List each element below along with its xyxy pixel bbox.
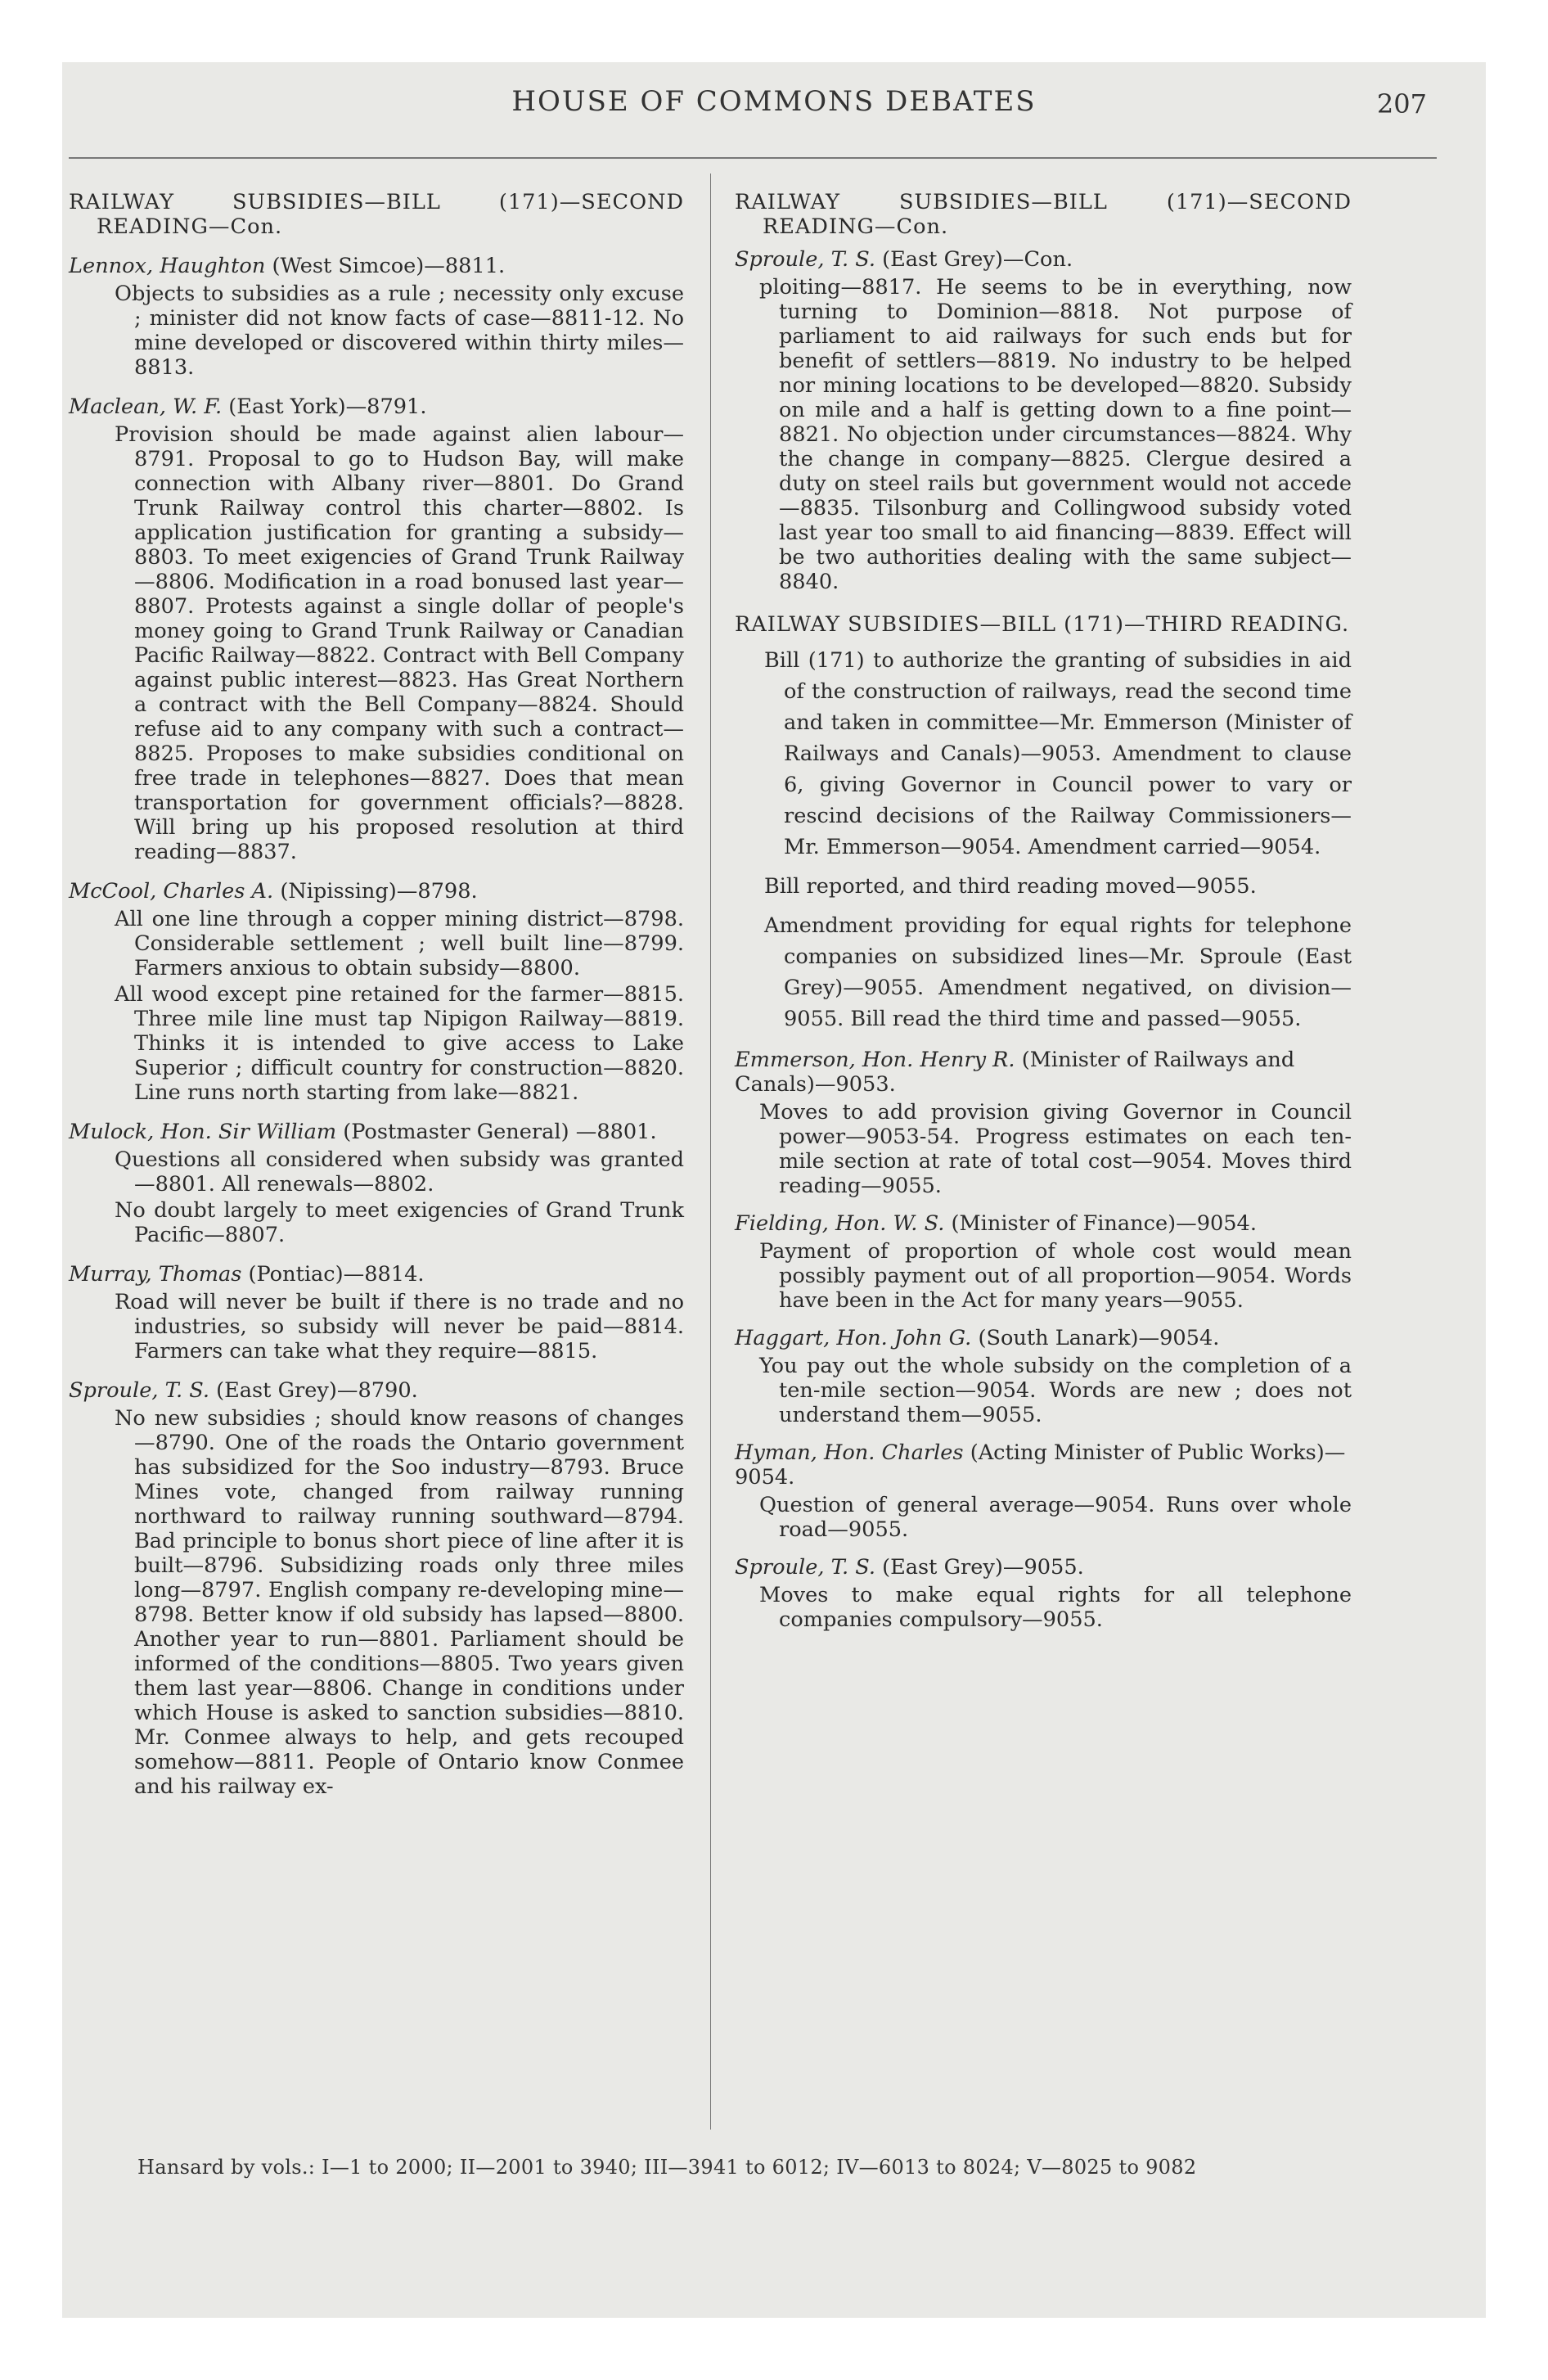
speaker-line [69,1262,684,1287]
speaker-line [735,1048,1352,1097]
speaker-name: Sproule, T. S. [735,247,875,272]
bill-paragraph: Amendment providing for equal rights for telephone companies on subsidized lines—Mr. Sproule (East Grey)—9055. Amendment negatived, on division—9055. Bill read the third time and passed—9055. [764,913,1352,1031]
section-heading: RAILWAY SUBSIDIES—BILL (171)—SECOND READING—Con. [69,190,684,239]
entry-text: Question of general average—9054. Runs over whole road—9055. [759,1493,1352,1542]
header-rule [69,157,1437,159]
speaker-line [735,1440,1352,1490]
entry-text: Provision should be made against alien labour—8791. Proposal to go to Hudson Bay, will make connection with Albany river—8801. Do Grand Trunk Railway control this charter—8802. Is application justification for granting a subsidy—8803. To meet exigencies of Grand Trunk Railway—8806. Modification in a road bonused last year—8807. Protests against a single dollar of people's money going to Grand Trunk Railway or Canadian Pacific Railway—8822. Contract with Bell Company against public interest—8823. Has Great Northern a contract with the Bell Company—8824. Should refuse aid to any company with such a contract—8825. Proposes to make subsidies conditional on free trade in telephones—8827. Does that mean transportation for government officials?—8828. Will bring up his proposed resolution at third reading—8837. [115,422,684,864]
section-heading: RAILWAY SUBSIDIES—BILL (171)—SECOND READING—Con. [735,190,1352,239]
speaker-desc: (East Grey)—9055. [882,1555,1084,1580]
column-divider [710,174,711,2130]
bill-paragraph: Bill reported, and third reading moved—9055. [764,874,1257,899]
speaker-name: Maclean, W. F. [69,394,223,419]
speaker-desc: (Nipissing)—8798. [280,879,478,904]
speaker-line [69,1120,684,1144]
speaker-line [735,247,1352,272]
speaker-desc: (Minister of Railways and Canals)—9053. [735,1048,1295,1097]
entry-text: Payment of proportion of whole cost would mean possibly payment out of all proportion—9054. Words have been in the Act for many years—9055. [759,1239,1352,1313]
speaker-name: Haggart, Hon. John G. [735,1326,972,1350]
speaker-line [735,1211,1352,1236]
speaker-desc: (Pontiac)—8814. [248,1262,425,1287]
speaker-line [69,1378,684,1403]
speaker-desc: (East York)—8791. [228,394,427,419]
entry-text: All wood except pine retained for the farmer—8815. Three mile line must tap Nipigon Railway—8819. Thinks it is intended to give access to Lake Superior ; difficult country for construction—8820. Line runs north starting from lake—8821. [115,982,684,1105]
entry-text: Moves to add provision giving Governor in Council power—9053-54. Progress estimates on each ten-mile section at rate of total cost—9054. Moves third reading—9055. [759,1100,1352,1198]
page-footer: Hansard by vols.: I—1 to 2000; II—2001 to 3940; III—3941 to 6012; IV—6013 to 8024; V—8025 to 9082 [137,2156,1197,2179]
entry-text: Objects to subsidies as a rule ; necessity only excuse ; minister did not know facts of case—8811-12. No mine developed or discovered within thirty miles—8813. [115,282,684,380]
entry-text: All one line through a copper mining district—8798. Considerable settlement ; well built line—8799. Farmers anxious to obtain subsidy—8800. [115,907,684,980]
bill-paragraph: Bill (171) to authorize the granting of subsidies in aid of the construction of railways, read the second time and taken in committee—Mr. Emmerson (Minister of Railways and Canals)—9053. Amendment to clause 6, giving Governor in Council power to vary or rescind decisions of the Railway Commissioners—Mr. Emmerson—9054. Amendment carried—9054. [764,648,1352,859]
speaker-line [69,879,684,904]
page-header: HOUSE OF COMMONS DEBATES [511,85,1037,118]
speaker-name: McCool, Charles A. [69,879,274,904]
speaker-name: Murray, Thomas [69,1262,242,1287]
entry-text: You pay out the whole subsidy on the completion of a ten-mile section—9054. Words are new ; does not understand them—9055. [759,1354,1352,1427]
right-column [735,190,1352,1634]
speaker-desc: (South Lanark)—9054. [978,1326,1220,1350]
speaker-desc: (East Grey)—8790. [216,1378,418,1403]
speaker-name: Emmerson, Hon. Henry R. [735,1048,1015,1072]
bill-summary [735,645,1352,1034]
left-column [69,190,684,1801]
speaker-desc: (West Simcoe)—8811. [272,254,506,278]
speaker-desc: (Minister of Finance)—9054. [951,1211,1257,1236]
page-number: 207 [1376,88,1427,119]
speaker-line [69,394,684,419]
speaker-name: Fielding, Hon. W. S. [735,1211,945,1236]
speaker-name: Mulock, Hon. Sir William [69,1120,337,1144]
entry-text: ploiting—8817. He seems to be in everything, now turning to Dominion—8818. Not purpose of parliament to aid railways for such ends but for benefit of settlers—8819. No industry to be helped nor mining locations to be developed—8820. Subsidy on mile and a half is getting down to a fine point—8821. No objection under circumstances—8824. Why the change in company—8825. Clergue desired a duty on steel rails but government would not accede—8835. Tilsonburg and Collingwood subsidy voted last year too small to aid financing—8839. Effect will be two authorities dealing with the same subject—8840. [759,275,1352,594]
entry-text: Questions all considered when subsidy was granted—8801. All renewals—8802. [115,1147,684,1197]
speaker-line [69,254,684,278]
entry-text: No doubt largely to meet exigencies of Grand Trunk Pacific—8807. [115,1198,684,1247]
speaker-desc: (Postmaster General) —8801. [343,1120,657,1144]
section-heading: RAILWAY SUBSIDIES—BILL (171)—THIRD READING. [735,612,1350,637]
speaker-line [735,1326,1352,1350]
speaker-desc: (Acting Minister of Public Works)—9054. [735,1440,1346,1490]
speaker-name: Lennox, Haughton [69,254,266,278]
speaker-desc: (East Grey)—Con. [882,247,1073,272]
speaker-name: Hyman, Hon. Charles [735,1440,964,1465]
entry-text: No new subsidies ; should know reasons of changes—8790. One of the roads the Ontario government has subsidized for the Soo industry—8793. Bruce Mines vote, changed from railway running northward to railway running southward—8794. Bad principle to bonus short piece of line after it is built—8796. Subsidizing roads only three miles long—8797. English company re-developing mine—8798. Better know if old subsidy has lapsed—8800. Another year to run—8801. Parliament should be informed of the conditions—8805. Two years given them last year—8806. Change in conditions under which House is asked to sanction subsidies—8810. Mr. Conmee always to help, and gets recouped somehow—8811. People of Ontario know Conmee and his railway ex- [115,1406,684,1799]
speaker-line [735,1555,1352,1580]
entry-text: Moves to make equal rights for all telephone companies compulsory—9055. [759,1583,1352,1632]
speaker-name: Sproule, T. S. [735,1555,875,1580]
speaker-name: Sproule, T. S. [69,1378,209,1403]
entry-text: Road will never be built if there is no trade and no industries, so subsidy will never be paid—8814. Farmers can take what they require—8815. [115,1290,684,1364]
